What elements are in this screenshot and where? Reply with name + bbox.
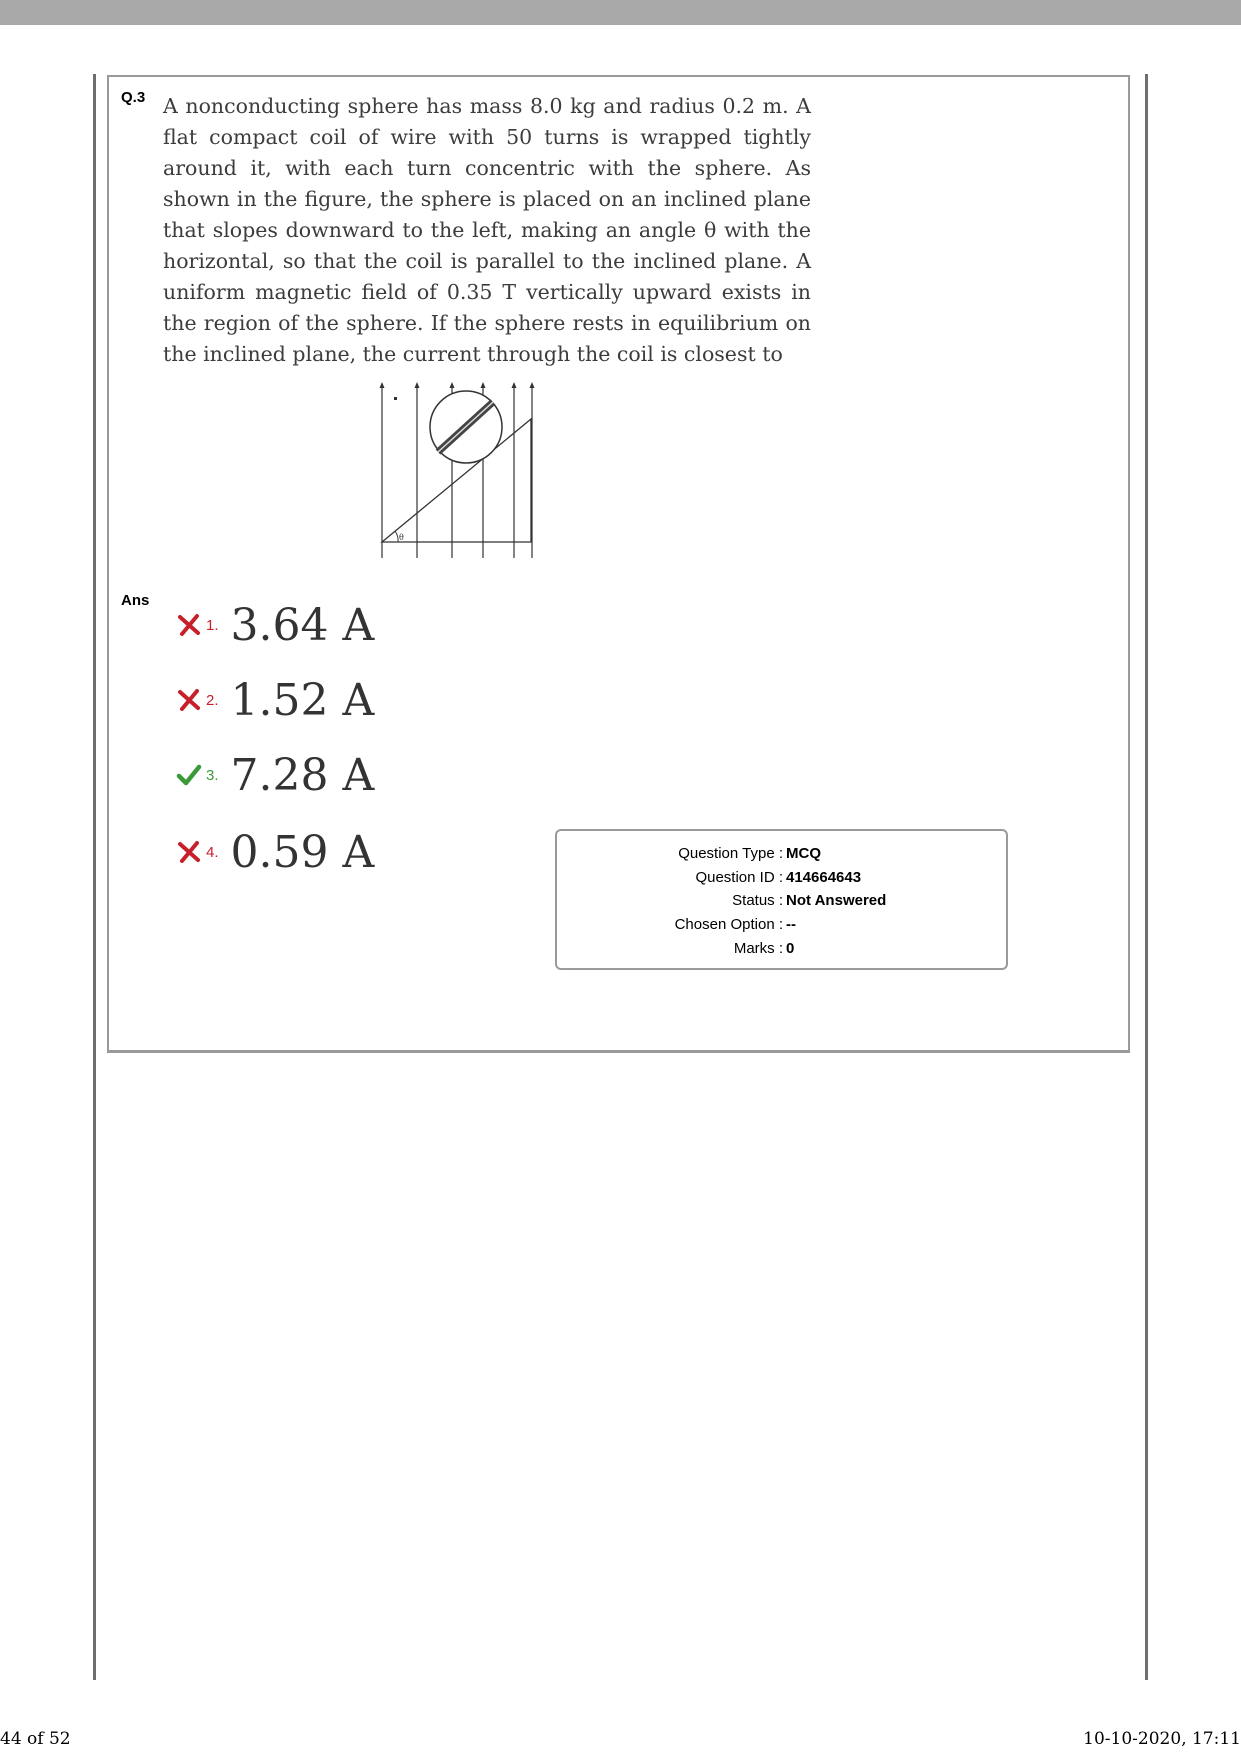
- info-value: 414664643: [786, 869, 862, 886]
- option-value: 7.28 A: [230, 749, 375, 801]
- option-number: 4.: [206, 843, 219, 861]
- info-key: Chosen Option :: [674, 916, 783, 933]
- angle-label: θ: [399, 533, 404, 542]
- info-marks: [557, 940, 1006, 963]
- page-number: 44 of 52: [0, 1729, 71, 1749]
- option-number: 3.: [206, 766, 219, 784]
- info-value: --: [786, 916, 796, 933]
- option-2: [176, 672, 374, 728]
- info-status: [557, 892, 1006, 915]
- inclined-plane-figure: [376, 380, 562, 560]
- option-value: 1.52 A: [230, 674, 375, 726]
- top-bar: [0, 0, 1241, 25]
- info-question-id: [557, 869, 1006, 892]
- info-question-type: [557, 845, 1006, 868]
- cross-icon: [176, 839, 202, 865]
- info-chosen-option: [557, 916, 1006, 939]
- check-icon: [176, 762, 202, 788]
- info-value: 0: [786, 940, 795, 957]
- option-number: 1.: [206, 616, 219, 634]
- info-value: Not Answered: [786, 892, 887, 909]
- info-key: Marks :: [733, 940, 783, 957]
- option-3: [176, 747, 374, 803]
- option-value: 0.59 A: [230, 826, 375, 878]
- option-1: [176, 597, 374, 653]
- question-info-box: [555, 829, 1008, 970]
- question-text: A nonconducting sphere has mass 8.0 kg and radius 0.2 m. A flat compact coil of wire with 50 turns is wrapped tightly around it, with each turn concentric with the sphere. As shown in the figure, the sphere is placed on an inclined plane that slopes downward to the left, making an angle θ with the horizontal, so that the coil is parallel to the inclined plane. A uniform magnetic field of 0.35 T vertically upward exists in the region of the sphere. If the sphere rests in equilibrium on the inclined plane, the current through the coil is closest to: [163, 94, 811, 366]
- option-value: 3.64 A: [230, 599, 375, 651]
- cross-icon: [176, 612, 202, 638]
- info-value: MCQ: [786, 845, 821, 862]
- info-key: Question Type :: [678, 845, 783, 862]
- info-key: Status :: [732, 892, 783, 909]
- question-number: Q.3: [121, 89, 146, 106]
- option-number: 2.: [206, 691, 219, 709]
- page-border-right: [1145, 74, 1148, 1680]
- page-border-left: [93, 74, 96, 1680]
- answer-label: Ans: [121, 592, 150, 609]
- option-4: [176, 824, 374, 880]
- info-key: Question ID :: [695, 869, 783, 886]
- print-datetime: 10-10-2020, 17:11: [1083, 1729, 1241, 1749]
- cross-icon: [176, 687, 202, 713]
